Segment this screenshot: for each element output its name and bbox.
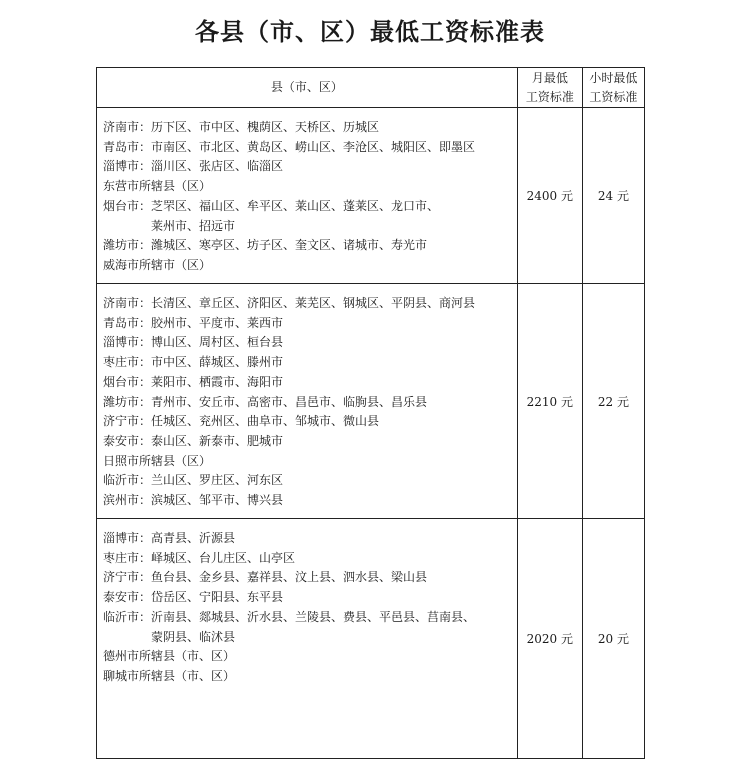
area-line: 淄博市：高青县、沂源县 xyxy=(103,531,236,545)
table-row xyxy=(97,284,645,519)
area-line: 潍坊市：青州市、安丘市、高密市、昌邑市、临朐县、昌乐县 xyxy=(103,394,428,409)
hourly-wage: 22 元 xyxy=(582,284,644,519)
area-line: 济宁市：鱼台县、金乡县、嘉祥县、汶上县、泗水县、梁山县 xyxy=(103,570,428,585)
header-hourly-line1: 小时最低 xyxy=(589,70,638,85)
area-cell xyxy=(97,108,518,284)
area-line: 淄博市：博山区、周村区、桓台县 xyxy=(103,335,284,350)
table-row xyxy=(97,108,645,284)
page-title: 各县（市、区）最低工资标准表 xyxy=(195,18,545,46)
header-monthly-line1: 月最低 xyxy=(531,70,568,85)
area-line: 青岛市：市南区、市北区、黄岛区、崂山区、李沧区、城阳区、即墨区 xyxy=(103,139,476,154)
area-line: 济宁市：任城区、兖州区、曲阜市、邹城市、微山县 xyxy=(103,414,380,429)
area-line: 莱州市、招远市 xyxy=(151,218,236,233)
area-line: 烟台市：芝罘区、福山区、牟平区、莱山区、蓬莱区、龙口市、 xyxy=(103,198,440,213)
table-header-row xyxy=(97,68,645,108)
area-line: 济南市：历下区、市中区、槐荫区、天桥区、历城区 xyxy=(103,120,380,134)
header-monthly-line2: 工资标准 xyxy=(525,89,574,104)
area-line: 临沂市：兰山区、罗庄区、河东区 xyxy=(103,473,284,488)
wage-table xyxy=(96,67,645,759)
area-line: 滨州市：滨城区、邹平市、博兴县 xyxy=(103,493,284,508)
hourly-wage: 24 元 xyxy=(582,108,644,284)
monthly-wage: 2400 元 xyxy=(517,108,582,284)
area-line: 威海市所辖市（区） xyxy=(103,257,212,272)
monthly-wage: 2210 元 xyxy=(517,284,582,519)
area-line: 泰安市：岱岳区、宁阳县、东平县 xyxy=(103,590,284,605)
area-line: 东营市所辖县（区） xyxy=(103,179,212,194)
area-line: 济南市：长清区、章丘区、济阳区、莱芜区、钢城区、平阴县、商河县 xyxy=(103,296,476,310)
table-row xyxy=(97,519,645,759)
header-hourly xyxy=(582,68,644,108)
header-area: 县（市、区） xyxy=(97,68,518,108)
area-line: 临沂市：沂南县、郯城县、沂水县、兰陵县、费县、平邑县、莒南县、 xyxy=(103,609,476,624)
hourly-wage: 20 元 xyxy=(582,519,644,759)
area-line: 枣庄市：市中区、薛城区、滕州市 xyxy=(103,355,284,370)
area-line: 潍坊市：潍城区、寒亭区、坊子区、奎文区、诸城市、寿光市 xyxy=(103,238,428,253)
header-monthly xyxy=(517,68,582,108)
area-line: 聊城市所辖县（市、区） xyxy=(103,668,236,683)
area-line: 枣庄市：峄城区、台儿庄区、山亭区 xyxy=(103,550,296,565)
area-line: 泰安市：泰山区、新泰市、肥城市 xyxy=(103,433,284,448)
area-line: 淄博市：淄川区、张店区、临淄区 xyxy=(103,159,284,174)
area-line: 蒙阴县、临沭县 xyxy=(151,629,236,644)
area-line: 烟台市：莱阳市、栖霞市、海阳市 xyxy=(103,374,284,389)
area-line: 青岛市：胶州市、平度市、莱西市 xyxy=(103,315,284,330)
header-hourly-line2: 工资标准 xyxy=(589,89,638,104)
monthly-wage: 2020 元 xyxy=(517,519,582,759)
area-cell xyxy=(97,519,518,759)
area-line: 日照市所辖县（区） xyxy=(103,453,212,468)
area-cell xyxy=(97,284,518,519)
area-line: 德州市所辖县（市、区） xyxy=(103,649,236,664)
